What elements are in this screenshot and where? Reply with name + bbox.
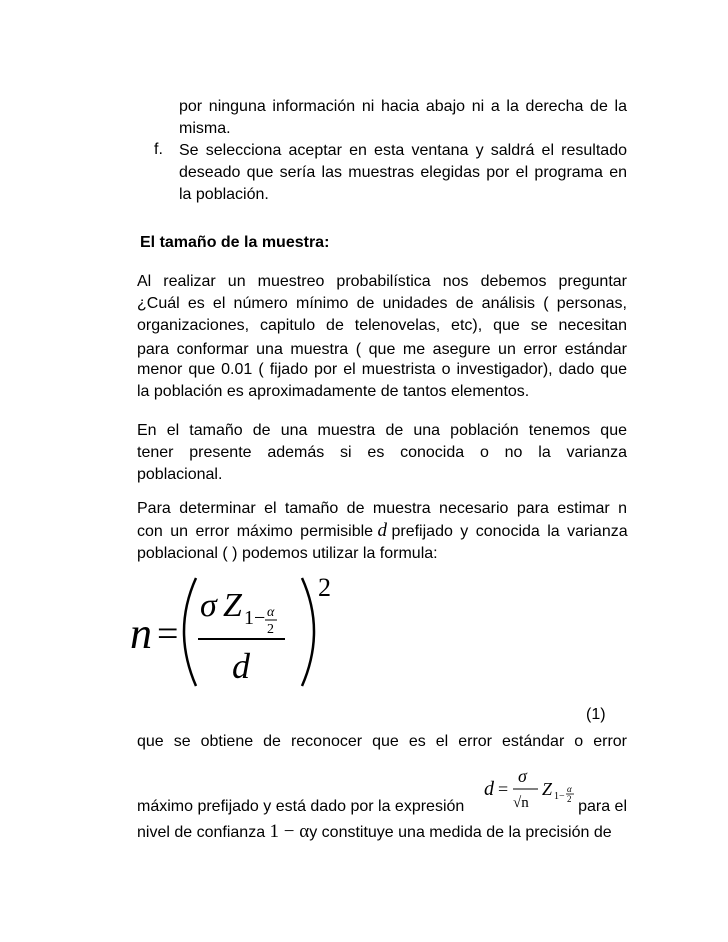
text-segment: máximo prefijado y está dado por la expresión [137, 798, 465, 815]
formula-d: d [232, 646, 250, 686]
expr-sub-1: 1− [554, 791, 565, 802]
left-paren [184, 578, 196, 686]
expr-sub-two: 2 [567, 794, 572, 804]
list-item-f-line: la población. [179, 186, 269, 203]
expr-z: Z [542, 779, 553, 799]
expr-sigma: σ [518, 766, 527, 786]
paragraph-line: poblacional ( ) podemos utilizar la formula: [137, 545, 438, 562]
expr-sub-alpha: α [567, 784, 572, 794]
paragraph-line: tener presente además si es conocida o no la varianza [137, 444, 627, 461]
paragraph-line: menor que 0.01 ( fijado por el muestrista o investigador), dado que [137, 361, 627, 378]
formula-sigma: σ [200, 587, 217, 624]
paragraph-line: Al realizar un muestreo probabilística nos debemos preguntar [137, 273, 627, 290]
paragraph-line: organizaciones, capitulo de telenovelas, etc), que se necesitan [137, 317, 627, 334]
paragraph-line [137, 822, 627, 843]
paragraph-line: poblacional. [137, 466, 223, 483]
right-paren [302, 578, 314, 686]
text-segment: y constituye una medida de la precisión de [309, 824, 612, 841]
formula-sub-two: 2 [267, 622, 274, 637]
paragraph-line: para conformar una muestra ( que me asegure un error estándar [137, 341, 627, 358]
list-marker-f: f. [154, 141, 163, 158]
paragraph-line: Para determinar el tamaño de muestra necesario para estimar n [137, 500, 627, 517]
formula-sub-alpha: α [267, 605, 275, 620]
formula-sub-1: 1− [244, 607, 266, 629]
equation-number: (1) [586, 706, 606, 723]
text-segment: con un error máximo permisible [137, 523, 374, 540]
error-expression-graphic [484, 765, 580, 813]
list-item-f-line: deseado que sería las muestras elegidas por el programa en [179, 164, 627, 181]
text-segment: nivel de confianza [137, 824, 266, 841]
list-item-f-line: Se selecciona aceptar en esta ventana y saldrá el resultado [179, 142, 627, 159]
formula-n: n [130, 609, 152, 658]
confidence-expression: 1 − α [269, 821, 310, 842]
section-heading: El tamaño de la muestra: [140, 234, 330, 251]
expr-d: d [484, 778, 494, 800]
formula-equals: = [157, 613, 179, 655]
paragraph-line: En el tamaño de una muestra de una población tenemos que [137, 422, 627, 439]
formula-graphic [128, 566, 338, 696]
list-item-e-line: por ninguna información ni hacia abajo ni a la derecha de la [179, 98, 627, 115]
error-expression [484, 765, 580, 818]
formula-exponent: 2 [318, 573, 331, 602]
list-item-e-line: misma. [179, 120, 231, 137]
paragraph-line-end: para el [578, 798, 627, 815]
expr-sqrt-n: √n [513, 795, 529, 811]
paragraph-line: que se obtiene de reconocer que es el error estándar o error [137, 733, 627, 750]
expr-equals: = [498, 779, 509, 799]
paragraph-line [137, 521, 627, 542]
paragraph-line: la población es aproximadamente de tantos elementos. [137, 383, 530, 400]
sample-size-formula [128, 566, 338, 696]
variable-d: d [377, 520, 388, 541]
formula-z: Z [223, 587, 242, 624]
paragraph-line: ¿Cuál es el número mínimo de unidades de análisis ( personas, [137, 295, 627, 312]
text-segment: prefijado y conocida la varianza [391, 523, 628, 540]
